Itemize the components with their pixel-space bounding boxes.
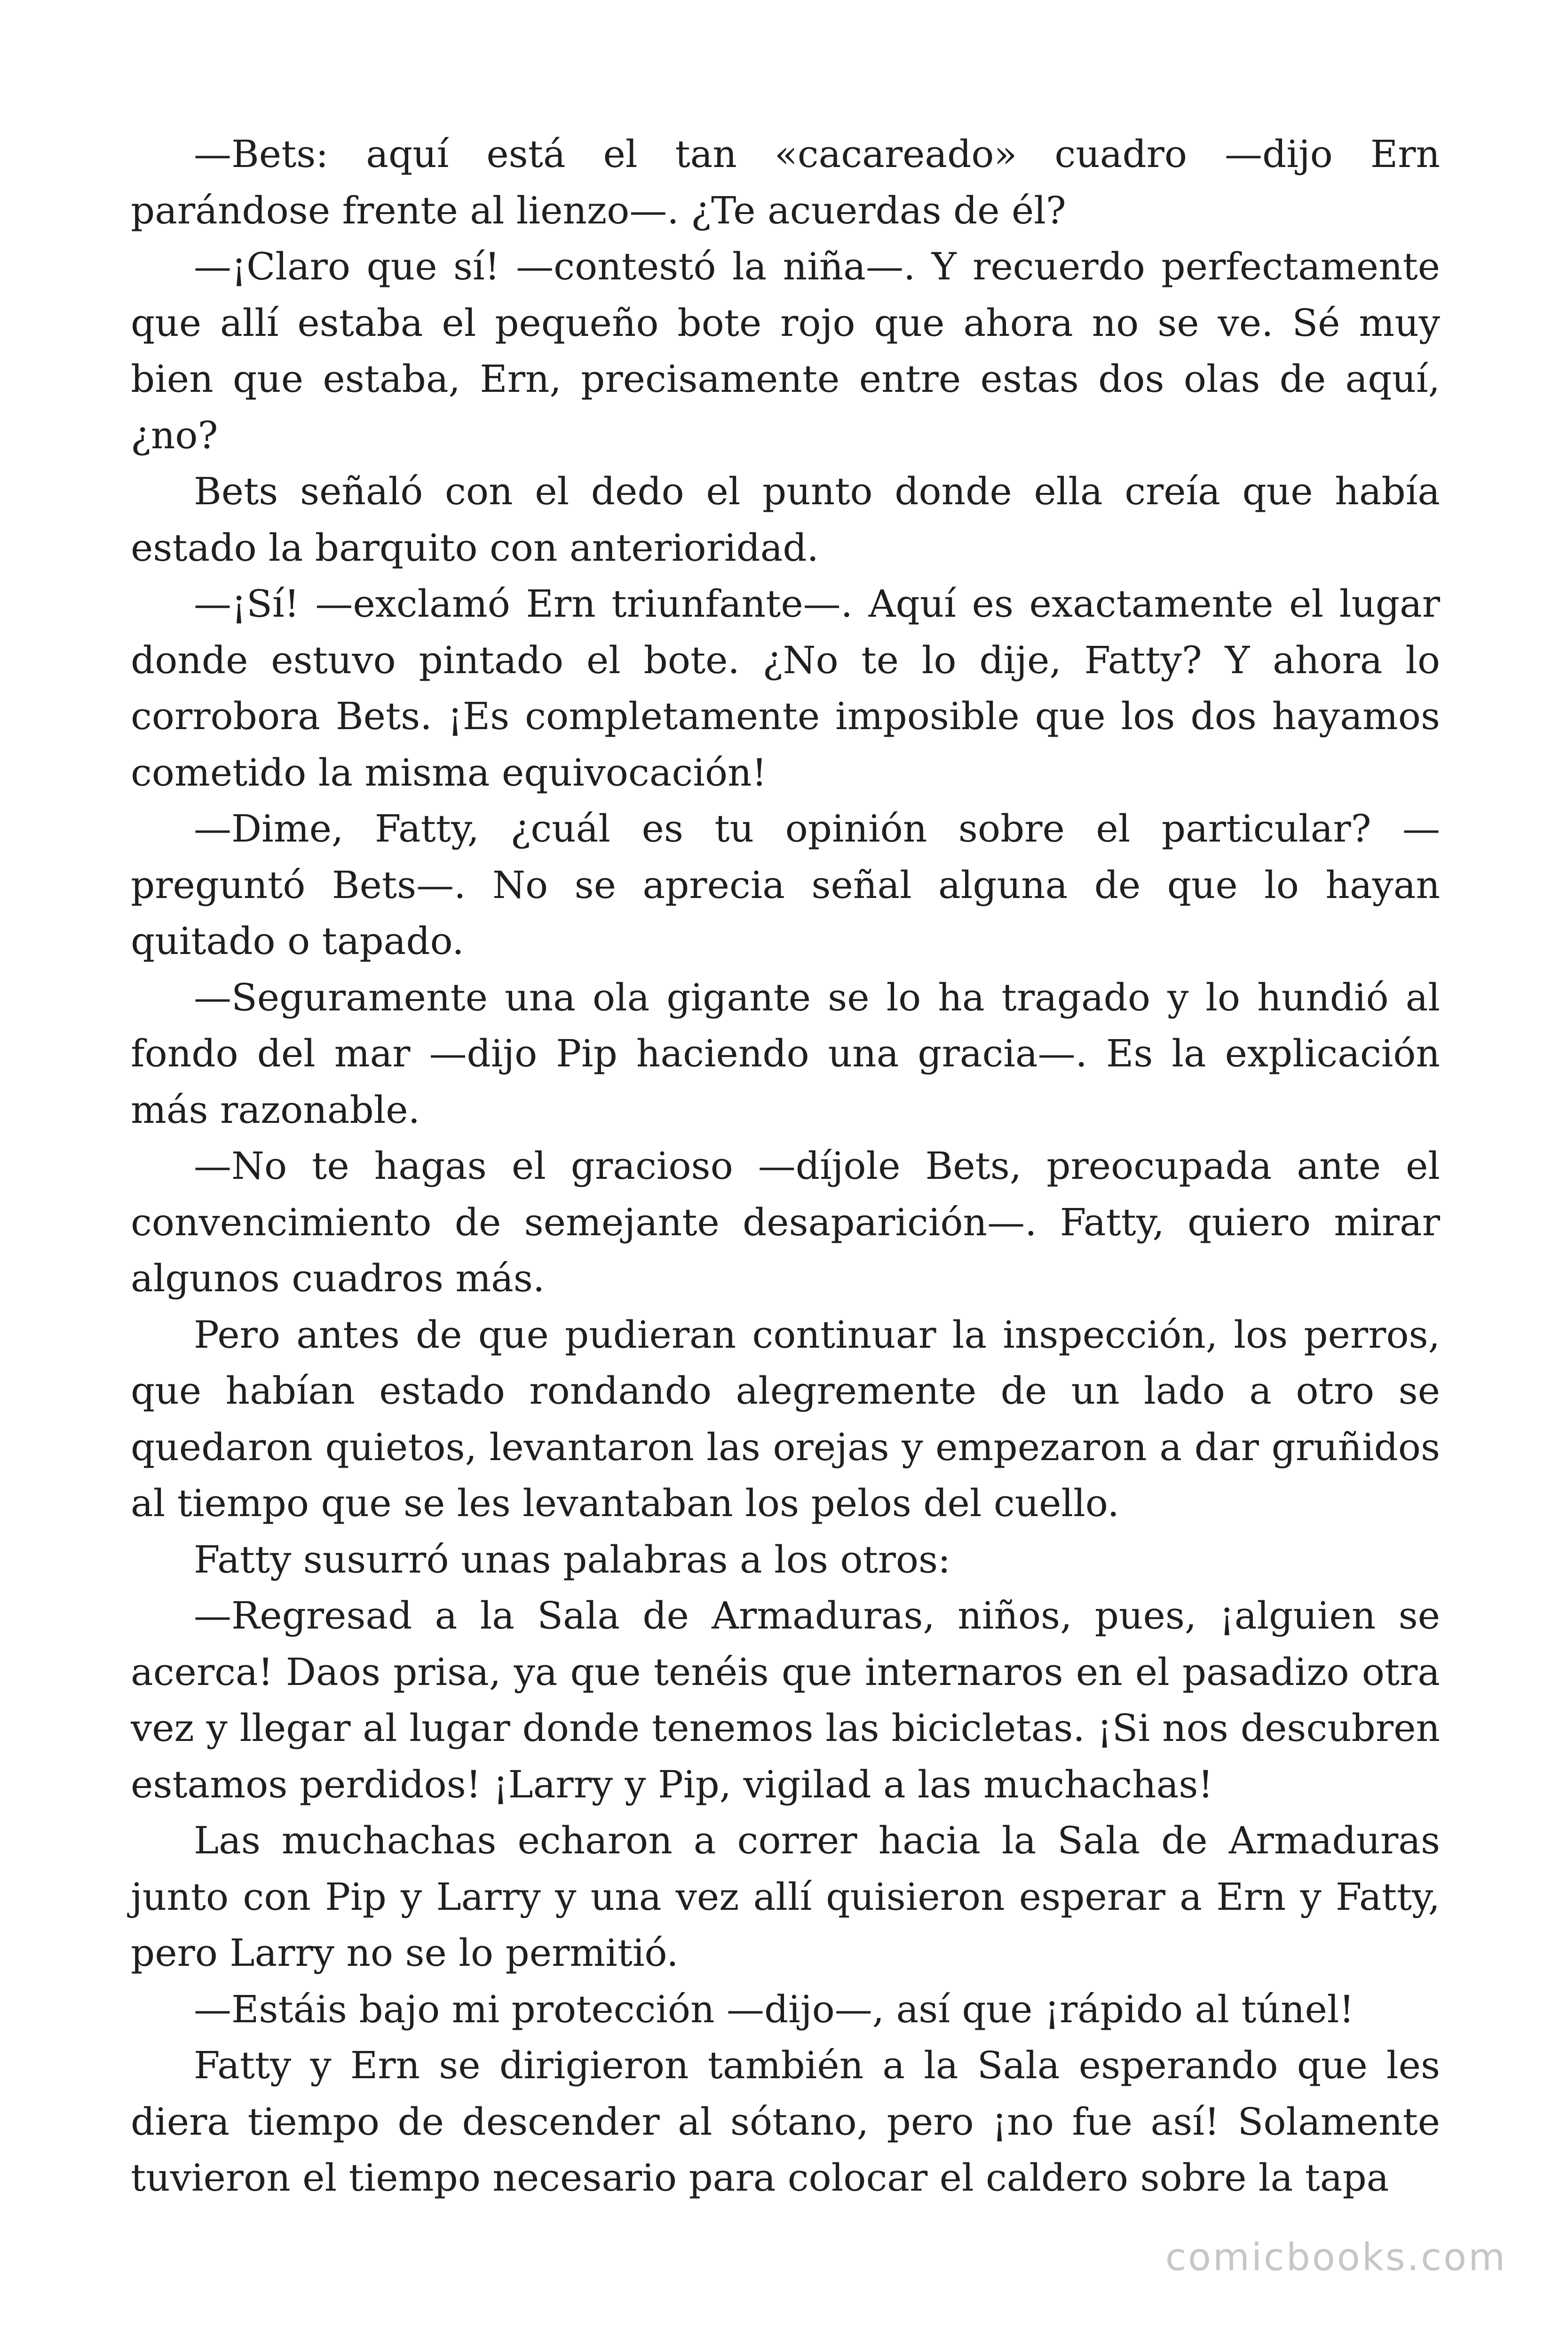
paragraph: —Dime, Fatty, ¿cuál es tu opinión sobre el particular? —preguntó Bets—. No se aprecia señal alguna de que lo hayan quitado o tapado. [131,807,1440,963]
paragraph: —No te hagas el gracioso —díjole Bets, preocupada ante el convencimiento de semejante desaparición—. Fatty, quiero mirar algunos cuadros más. [131,1144,1440,1300]
paragraph: —Regresad a la Sala de Armaduras, niños, pues, ¡alguien se acerca! Daos prisa, ya que tenéis que internaros en el pasadizo otra vez y llegar al lugar donde tenemos las bicicletas. ¡Si nos descubren estamos perdidos! ¡Larry y Pip, vigilad a las muchachas! [131,1594,1440,1806]
paragraph: —¡Claro que sí! —contestó la niña—. Y recuerdo perfectamente que allí estaba el pequeño bote rojo que ahora no se ve. Sé muy bien que estaba, Ern, precisamente entre estas dos olas de aquí, ¿no? [131,245,1440,457]
paragraph: Bets señaló con el dedo el punto donde ella creía que había estado la barquito con anterioridad. [131,469,1440,570]
paragraph: Las muchachas echaron a correr hacia la Sala de Armaduras junto con Pip y Larry y una vez allí quisieron esperar a Ern y Fatty, pero Larry no se lo permitió. [131,1819,1440,1975]
paragraph: Fatty y Ern se dirigieron también a la Sala esperando que les diera tiempo de descender al sótano, pero ¡no fue así! Solamente tuvieron el tiempo necesario para colocar el caldero sobre la tapa [131,2043,1440,2200]
paragraph: —Bets: aquí está el tan «cacareado» cuadro —dijo Ern parándose frente al lienzo—. ¿Te acuerdas de él? [131,132,1440,232]
paragraph: —¡Sí! —exclamó Ern triunfante—. Aquí es exactamente el lugar donde estuvo pintado el bote. ¿No te lo dije, Fatty? Y ahora lo corrobora Bets. ¡Es completamente imposible que los dos hayamos cometido la misma equivocación! [131,582,1440,795]
paragraph: —Estáis bajo mi protección —dijo—, así que ¡rápido al túnel! [194,1987,1354,2031]
paragraph: Fatty susurró unas palabras a los otros: [194,1537,951,1581]
watermark: comicbooks.com [1165,2235,1507,2279]
paragraph: Pero antes de que pudieran continuar la inspección, los perros, que habían estado rondando alegremente de un lado a otro se quedaron quietos, levantaron las orejas y empezaron a dar gruñidos al tiempo que se les levantaban los pelos del cuello. [131,1312,1440,1525]
page-body [131,126,1440,2206]
paragraph: —Seguramente una ola gigante se lo ha tragado y lo hundió al fondo del mar —dijo Pip haciendo una gracia—. Es la explicación más razonable. [131,975,1440,1132]
